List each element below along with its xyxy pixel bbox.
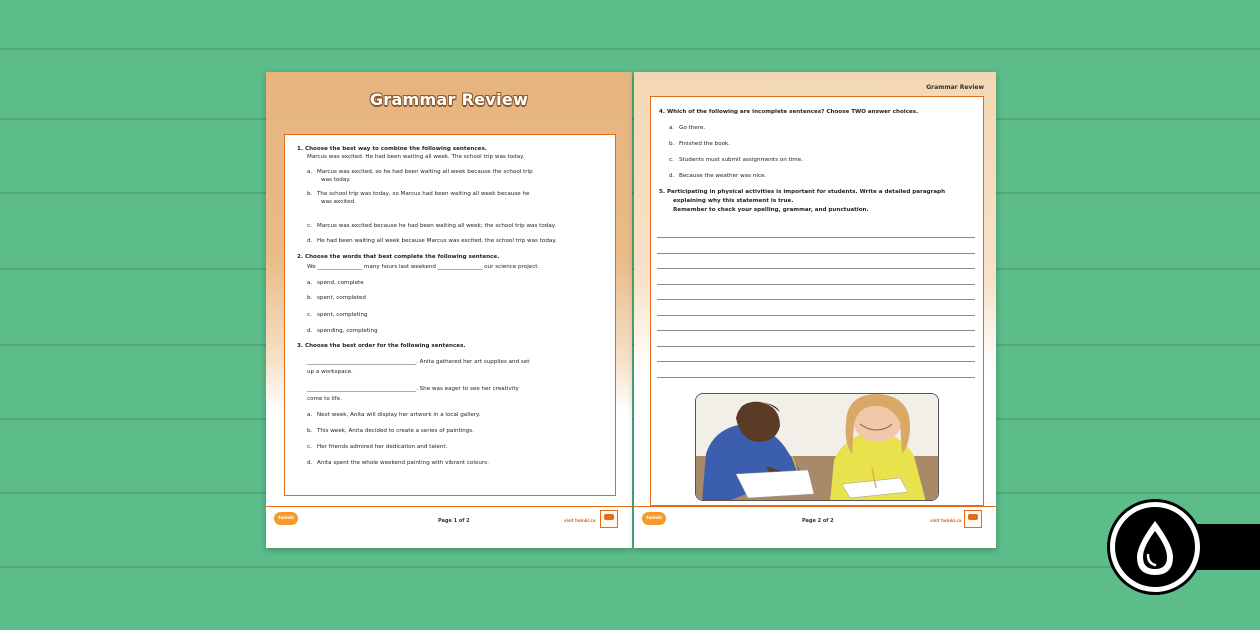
q3-blank-1: _______________________________________. Anita gathered her art supplies and set xyxy=(307,359,530,365)
q1-option-b-letter: b. xyxy=(307,191,313,197)
questions-box xyxy=(650,96,984,506)
q1-option-c: Marcus was excited because he had been waiting all week; the school trip was today. xyxy=(317,223,557,229)
running-head: Grammar Review xyxy=(926,84,984,91)
q3-option-a-letter: a. xyxy=(307,412,313,418)
answer-line xyxy=(657,299,975,300)
answer-line xyxy=(657,284,975,285)
q3-option-a: Next week, Anita will display her artwork in a local gallery. xyxy=(317,412,481,418)
q1-option-a-letter: a. xyxy=(307,169,313,175)
q4-option-a-letter: a. xyxy=(669,125,675,131)
page-number: Page 1 of 2 xyxy=(438,518,470,524)
q4-option-d-letter: d. xyxy=(669,173,675,179)
q2-option-a-letter: a. xyxy=(307,280,313,286)
q2-option-c-letter: c. xyxy=(307,312,312,318)
question-4-prompt: 4. Which of the following are incomplete sentences? Choose TWO answer choices. xyxy=(659,109,919,115)
answer-line xyxy=(657,377,975,378)
worksheet-page-2 xyxy=(634,72,996,548)
q3-option-b: This week, Anita decided to create a series of paintings. xyxy=(317,428,474,434)
q3-option-d: Anita spent the whole weekend painting with vibrant colours. xyxy=(317,460,489,466)
q3-option-d-letter: d. xyxy=(307,460,313,466)
award-badge-icon xyxy=(600,510,618,528)
q1-option-d: He had been waiting all week because Marcus was excited, the school trip was today. xyxy=(317,238,557,244)
question-1-prompt: 1. Choose the best way to combine the following sentences. xyxy=(297,146,487,152)
q4-option-a: Go there. xyxy=(679,125,706,131)
q4-option-b-letter: b. xyxy=(669,141,675,147)
q1-option-a: Marcus was excited, so he had been waiting all week because the school trip xyxy=(317,169,533,175)
ink-drop-badge xyxy=(1110,502,1200,592)
question-2-sentence: We ________________ many hours last weekend ________________ our science project. xyxy=(307,264,540,270)
q1-option-b: The school trip was today, so Marcus had been waiting all week because he xyxy=(317,191,530,197)
q2-option-d: spending, completing xyxy=(317,328,378,334)
q1-option-d-letter: d. xyxy=(307,238,313,244)
answer-line xyxy=(657,253,975,254)
twinkl-logo: twinkl xyxy=(274,512,298,525)
page-title: Grammar Review xyxy=(369,90,529,109)
ink-tab xyxy=(1196,524,1260,570)
question-2-prompt: 2. Choose the words that best complete the following sentence. xyxy=(297,254,500,260)
twinkl-logo: twinkl xyxy=(642,512,666,525)
q1-option-a-cont: was today. xyxy=(321,177,351,183)
answer-line xyxy=(657,346,975,347)
award-badge-icon xyxy=(964,510,982,528)
answer-line xyxy=(657,330,975,331)
q2-option-b-letter: b. xyxy=(307,295,313,301)
ink-drop-icon xyxy=(1115,507,1195,587)
q3-option-c-letter: c. xyxy=(307,444,312,450)
question-5-prompt: 5. Participating in physical activities is important for students. Write a detailed paragraph xyxy=(659,189,946,195)
answer-line xyxy=(657,268,975,269)
q4-option-d: Because the weather was nice. xyxy=(679,173,767,179)
q2-option-b: spent, completed xyxy=(317,295,366,301)
q4-option-b: Finished the book. xyxy=(679,141,731,147)
q1-option-c-letter: c. xyxy=(307,223,312,229)
question-3-prompt: 3. Choose the best order for the following sentences. xyxy=(297,343,466,349)
q1-option-b-cont: was excited. xyxy=(321,199,356,205)
q3-blank-1-cont: up a workspace. xyxy=(307,369,353,375)
q3-blank-2: _______________________________________. She was eager to see her creativity xyxy=(307,386,519,392)
q2-option-a: spend, complete xyxy=(317,280,364,286)
answer-line xyxy=(657,361,975,362)
q2-option-c: spent, completing xyxy=(317,312,368,318)
question-5-prompt-cont: explaining why this statement is true. xyxy=(673,198,794,204)
students-writing-image xyxy=(696,394,939,501)
question-1-sentences: Marcus was excited. He had been waiting all week. The school trip was today. xyxy=(307,154,525,160)
q3-option-b-letter: b. xyxy=(307,428,313,434)
q4-option-c-letter: c. xyxy=(669,157,674,163)
answer-line xyxy=(657,237,975,238)
answer-line xyxy=(657,315,975,316)
page-number: Page 2 of 2 xyxy=(802,518,834,524)
q4-option-c: Students must submit assignments on time. xyxy=(679,157,803,163)
footer-url: visit twinkl.ca xyxy=(564,518,596,523)
q3-option-c: Her friends admired her dedication and talent. xyxy=(317,444,448,450)
footer-url: visit twinkl.ca xyxy=(930,518,962,523)
footer-divider xyxy=(266,506,632,507)
q2-option-d-letter: d. xyxy=(307,328,313,334)
worksheet-page-1 xyxy=(266,72,632,548)
q3-blank-2-cont: come to life. xyxy=(307,396,342,402)
students-writing-illustration xyxy=(695,393,939,501)
footer-divider xyxy=(634,506,996,507)
question-5-reminder: Remember to check your spelling, grammar, and punctuation. xyxy=(673,207,869,213)
questions-box xyxy=(284,134,616,496)
